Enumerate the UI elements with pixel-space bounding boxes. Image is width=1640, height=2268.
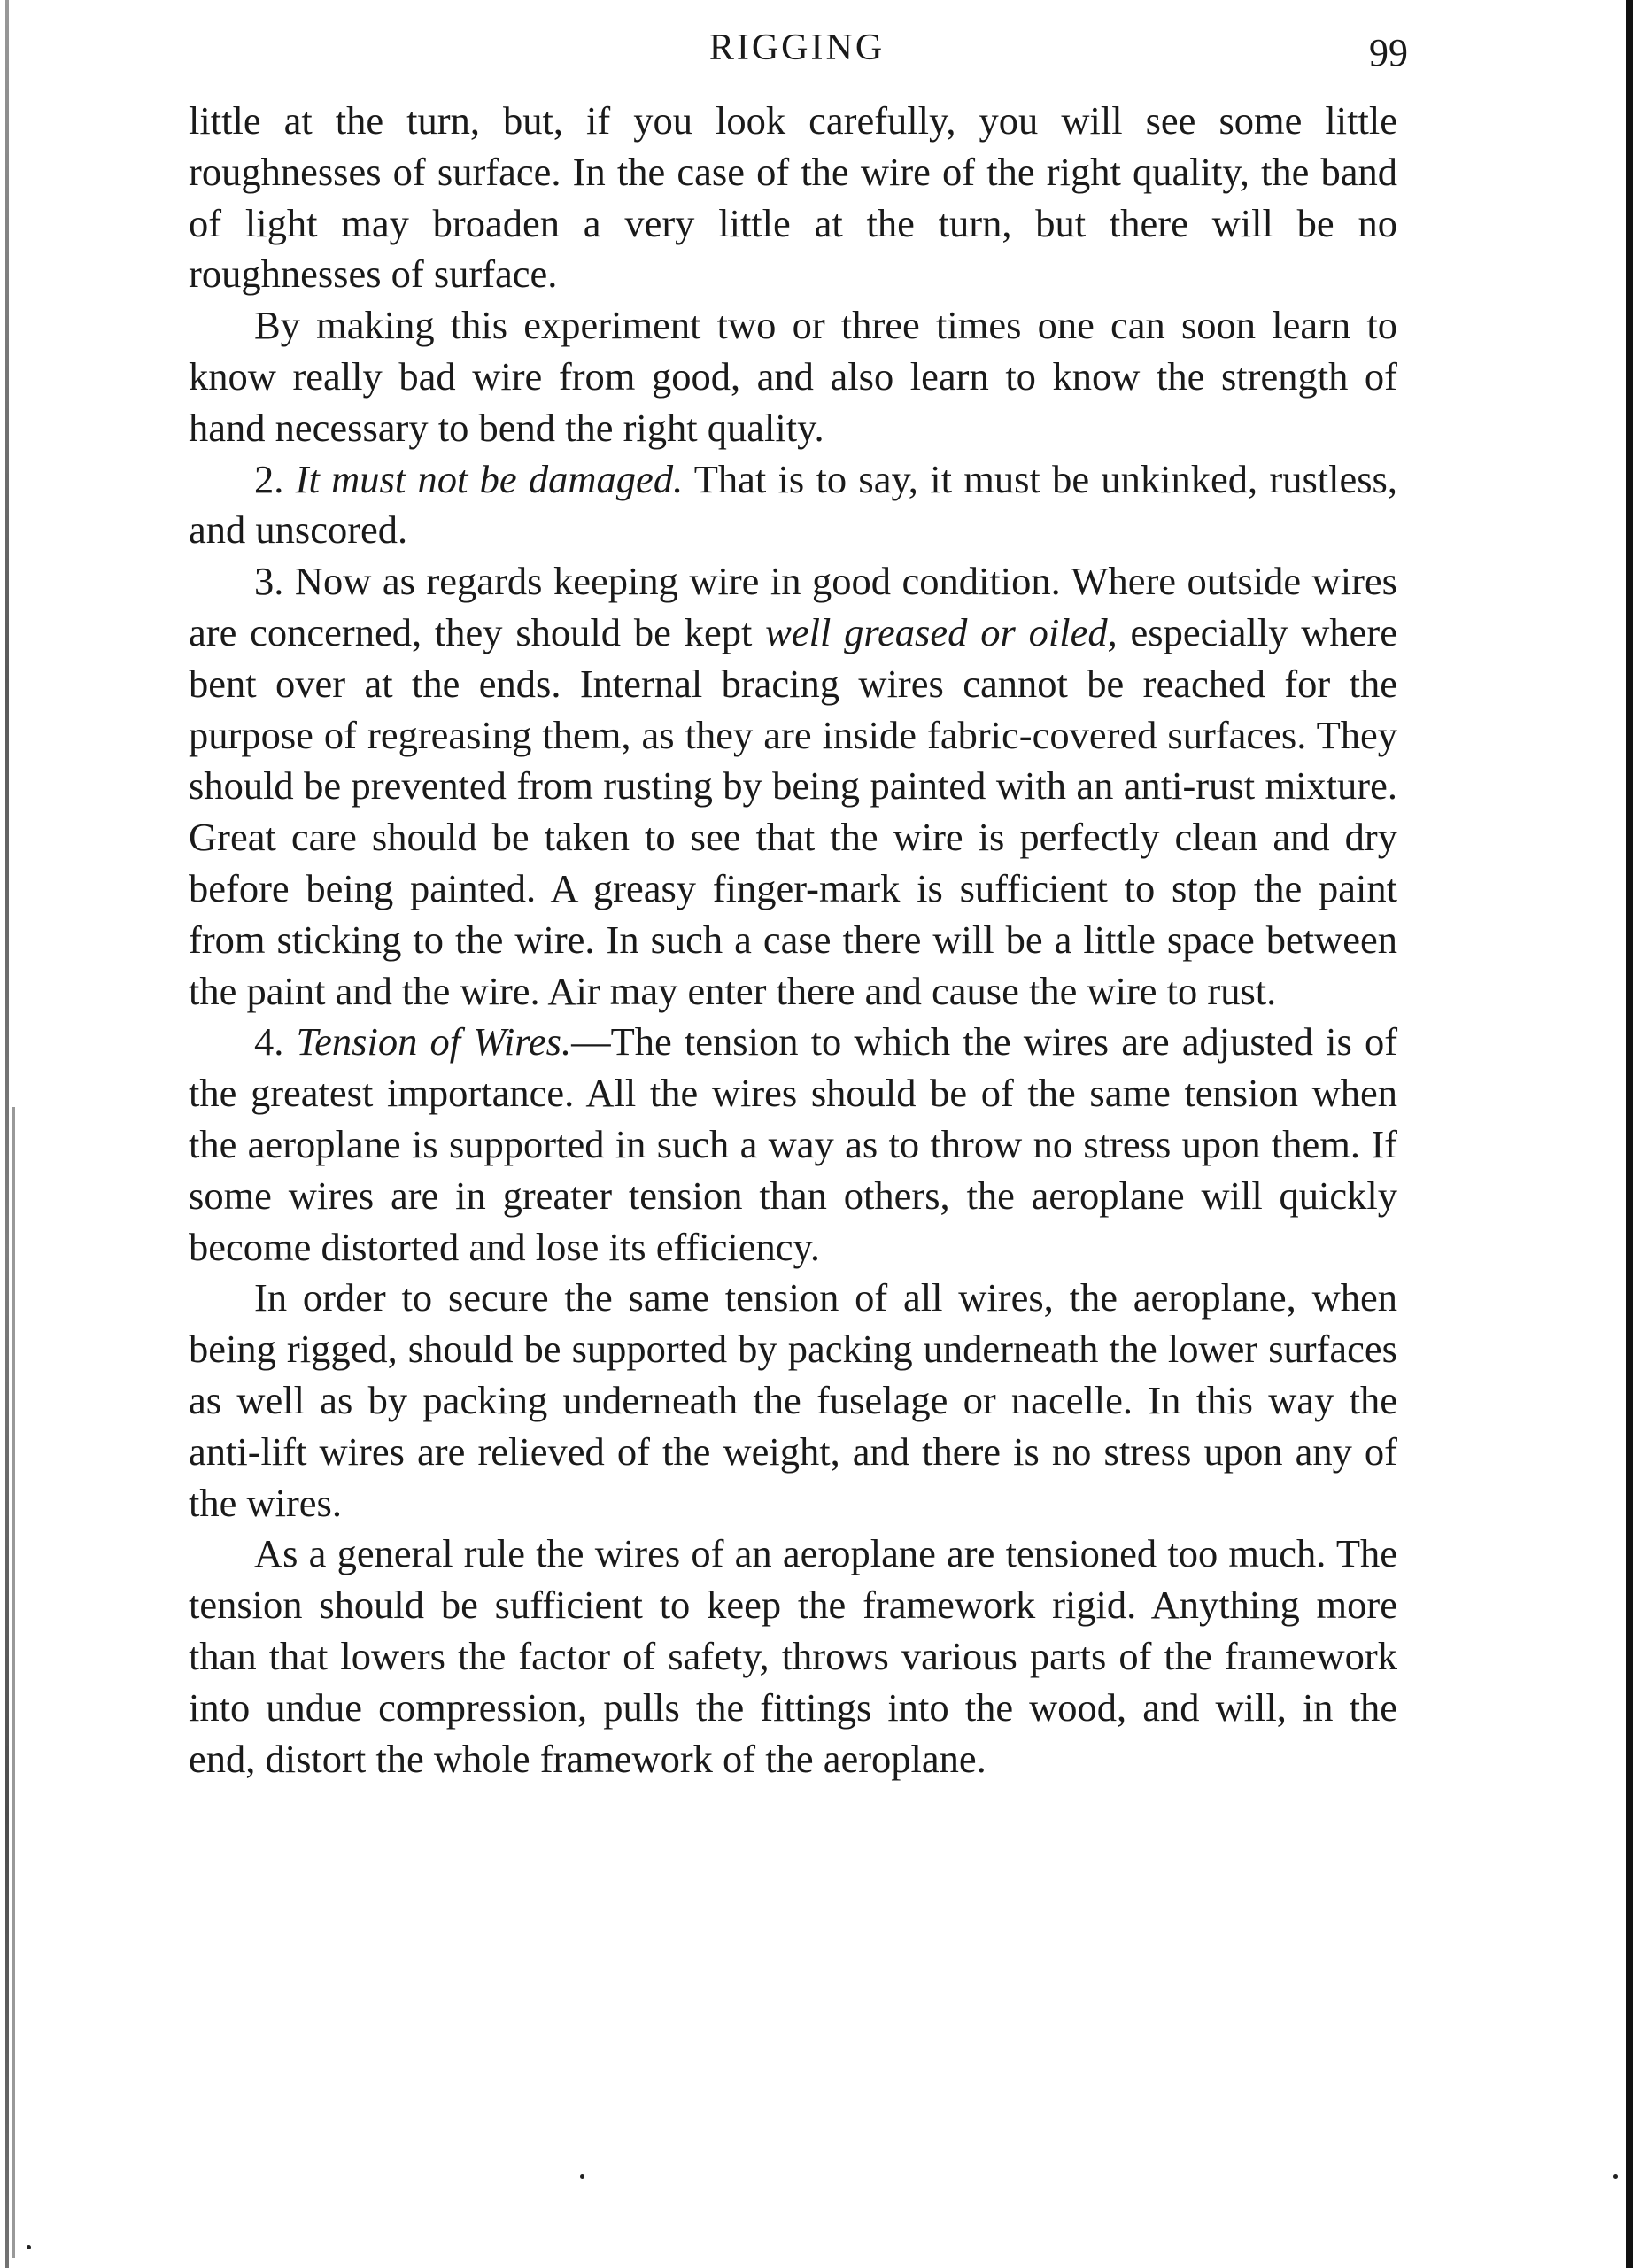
paragraph-3 <box>189 454 1397 557</box>
paragraph-4-emphasis: well greased or oiled, <box>765 609 1118 654</box>
paragraph-5-number: 4. <box>254 1019 284 1064</box>
paragraph-1 <box>189 96 1397 300</box>
paragraph-7-text: As a general rule the wires of an aeroplane are tensioned too much. The tension should be sufficient to keep the framework rigid. Anything more than that lowers the factor of safety, throws various parts of the framework into undue compression, pulls the fittings into the wood, and will, in the end, distort the whole framework of the aeroplane. <box>189 1531 1397 1781</box>
paragraph-2 <box>189 300 1397 453</box>
paragraph-6-text: In order to secure the same tension of all wires, the aeroplane, when being rigged, should be supported by packing underneath the lower surfaces as well as by packing underneath the fuselage or nacelle. In this way the anti-lift wires are relieved of the weight, and there is no stress upon any of the wires. <box>189 1275 1397 1525</box>
page-number: 99 <box>1369 31 1408 74</box>
speck-mark <box>1613 2174 1618 2179</box>
page-edge-left-shadow <box>12 1107 15 2258</box>
running-head: RIGGING <box>708 27 886 68</box>
paragraph-4-lead: 3. Now as regards keeping wire in good condition. Where outside wires are concerned, they should be kept <box>189 559 1397 654</box>
paragraph-5-text: —The tension to which the wires are adjusted is of the greatest importance. All the wires should be of the same tension when the aeroplane is supported in such a way as to throw no stress upon them. If some wires are in greater tension than others, the aeroplane will quickly become distorted and lose its efficiency. <box>189 1019 1398 1269</box>
paragraph-1-text: little at the turn, but, if you look carefully, you will see some little roughnesses of surface. In the case of the wire of the right quality, the band of light may broaden a very little at the turn, but there will be no roughnesses of surface. <box>189 98 1397 297</box>
body-text <box>189 96 1397 1784</box>
paragraph-5 <box>189 1017 1397 1273</box>
paragraph-5-heading: Tension of Wires. <box>296 1019 572 1064</box>
paragraph-3-text: That is to say, it must be unkinked, rustless, and unscored. <box>189 456 1397 553</box>
paragraph-4-text: especially where bent over at the ends. Internal bracing wires cannot be reached for the purpose of regreasing them, as they are inside fabric-covered surfaces. They should be prevented from rusting by being painted with an anti-rust mixture. Great care should be taken to see that the wire is perfectly clean and dry before being painted. A greasy finger-mark is sufficient to stop the paint from sticking to the wire. In such a case there will be a little space between the paint and the wire. Air may enter there and cause the wire to rust. <box>189 609 1397 1013</box>
speck-mark <box>580 2174 584 2179</box>
paragraph-4 <box>189 556 1397 1017</box>
paragraph-2-text: By making this experiment two or three times one can soon learn to know really bad wire from good, and also learn to know the strength of hand necessary to bend the right quality. <box>189 303 1397 450</box>
paragraph-3-heading: It must not be damaged. <box>295 456 684 501</box>
paragraph-3-number: 2. <box>254 456 284 501</box>
paragraph-6 <box>189 1273 1397 1529</box>
paragraph-7 <box>189 1529 1397 1784</box>
page-edge-left <box>5 0 9 2268</box>
speck-mark <box>27 2245 31 2249</box>
page-edge-right <box>1626 0 1633 2268</box>
page-header <box>186 27 1408 80</box>
